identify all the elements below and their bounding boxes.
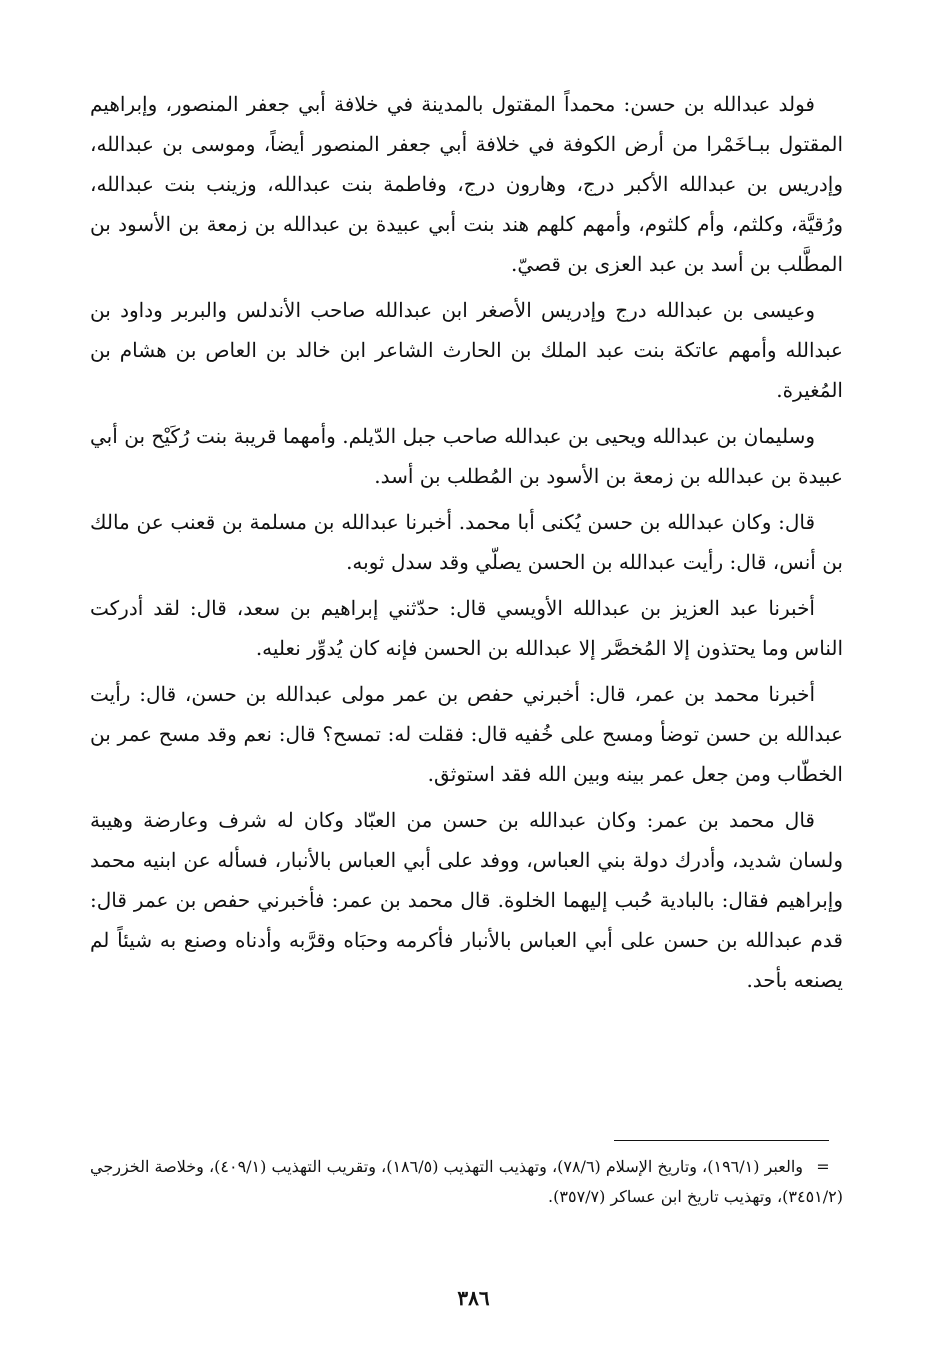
paragraph-4: قال: وكان عبدالله بن حسن يُكنى أبا محمد. أخبرنا عبدالله بن مسلمة بن قعنب عن مالك بن أنس، قال: رأيت عبدالله بن الحسن يصلّي وقد سدل ثوبه.	[90, 510, 843, 574]
paragraph-5: أخبرنا عبد العزيز بن عبدالله الأويسي قال: حدّثني إبراهيم بن سعد، قال: لقد أدركت الناس وما يحتذون إلا المُخصَّر إلا عبدالله بن الحسن فإنه كان يُدوِّر نعليه.	[90, 596, 843, 660]
footnote-text: والعبر (١٩٦/١)، وتاريخ الإسلام (٧٨/٦)، وتهذيب التهذيب (١٨٦/٥)، وتقريب التهذيب (٤٠٩/١)، وخلاصة الخزرجي (٣٤٥١/٢)، وتهذيب تاريخ ابن عساكر (٣٥٧/٧).	[90, 1157, 843, 1206]
footnote	[90, 1152, 843, 1212]
paragraph-2: وعيسى بن عبدالله درج وإدريس الأصغر ابن عبدالله صاحب الأندلس والبربر وداود بن عبدالله وأمهم عاتكة بنت عبد الملك بن الحارث الشاعر ابن خالد بن العاص بن هشام بن المُغيرة.	[90, 298, 843, 402]
footnote-divider	[614, 1140, 829, 1141]
page-number: ٣٨٦	[457, 1286, 490, 1310]
paragraph-3: وسليمان بن عبدالله ويحيى بن عبدالله صاحب جبل الدّيلم. وأمهما قريبة بنت رُكَيْح بن أبي عبيدة بن عبدالله بن زمعة بن الأسود بن المُطلب بن أسد.	[90, 424, 843, 488]
main-text	[90, 84, 843, 1006]
paragraph-7: قال محمد بن عمر: وكان عبدالله بن حسن من العبّاد وكان له شرف وعارضة وهيبة ولسان شديد، وأدرك دولة بني العباس، ووفد على أبي العباس بالأنبار، فسأله عن ابنيه محمد وإبراهيم فقال: بالبادية حُبب إليهما الخلوة. قال محمد بن عمر: فأخبرني حفص بن عمر قال: قدم عبدالله بن حسن على أبي العباس بالأنبار فأكرمه وحبَاه وقرَّبه وأدناه وصنع به شيئاً لم يصنعه بأحد.	[90, 808, 843, 992]
paragraph-6: أخبرنا محمد بن عمر، قال: أخبرني حفص بن عمر مولى عبدالله بن حسن، قال: رأيت عبدالله بن حسن توضأ ومسح على خُفيه قال: فقلت له: تمسح؟ قال: نعم وقد مسح عمر بن الخطّاب ومن جعل عمر بينه وبين الله فقد استوثق.	[90, 682, 843, 786]
paragraph-1: فولد عبدالله بن حسن: محمداً المقتول بالمدينة في خلافة أبي جعفر المنصور، وإبراهيم المقتول ببـاخَمْرا من أرض الكوفة في خلافة أبي جعفر المنصور أيضاً، وموسى بن عبدالله، وإدريس بن عبدالله الأكبر درج، وهارون درج، وفاطمة بنت عبدالله، وزينب بنت عبدالله، ورُقيَّة، وكلثم، وأم كلثوم، وأمهم كلهم هند بنت أبي عبيدة بن عبدالله بن زمعة بن الأسود بن المطَّلب بن أسد بن عبد العزى بن قصيّ.	[90, 92, 843, 276]
footnote-marker: =	[816, 1157, 830, 1176]
